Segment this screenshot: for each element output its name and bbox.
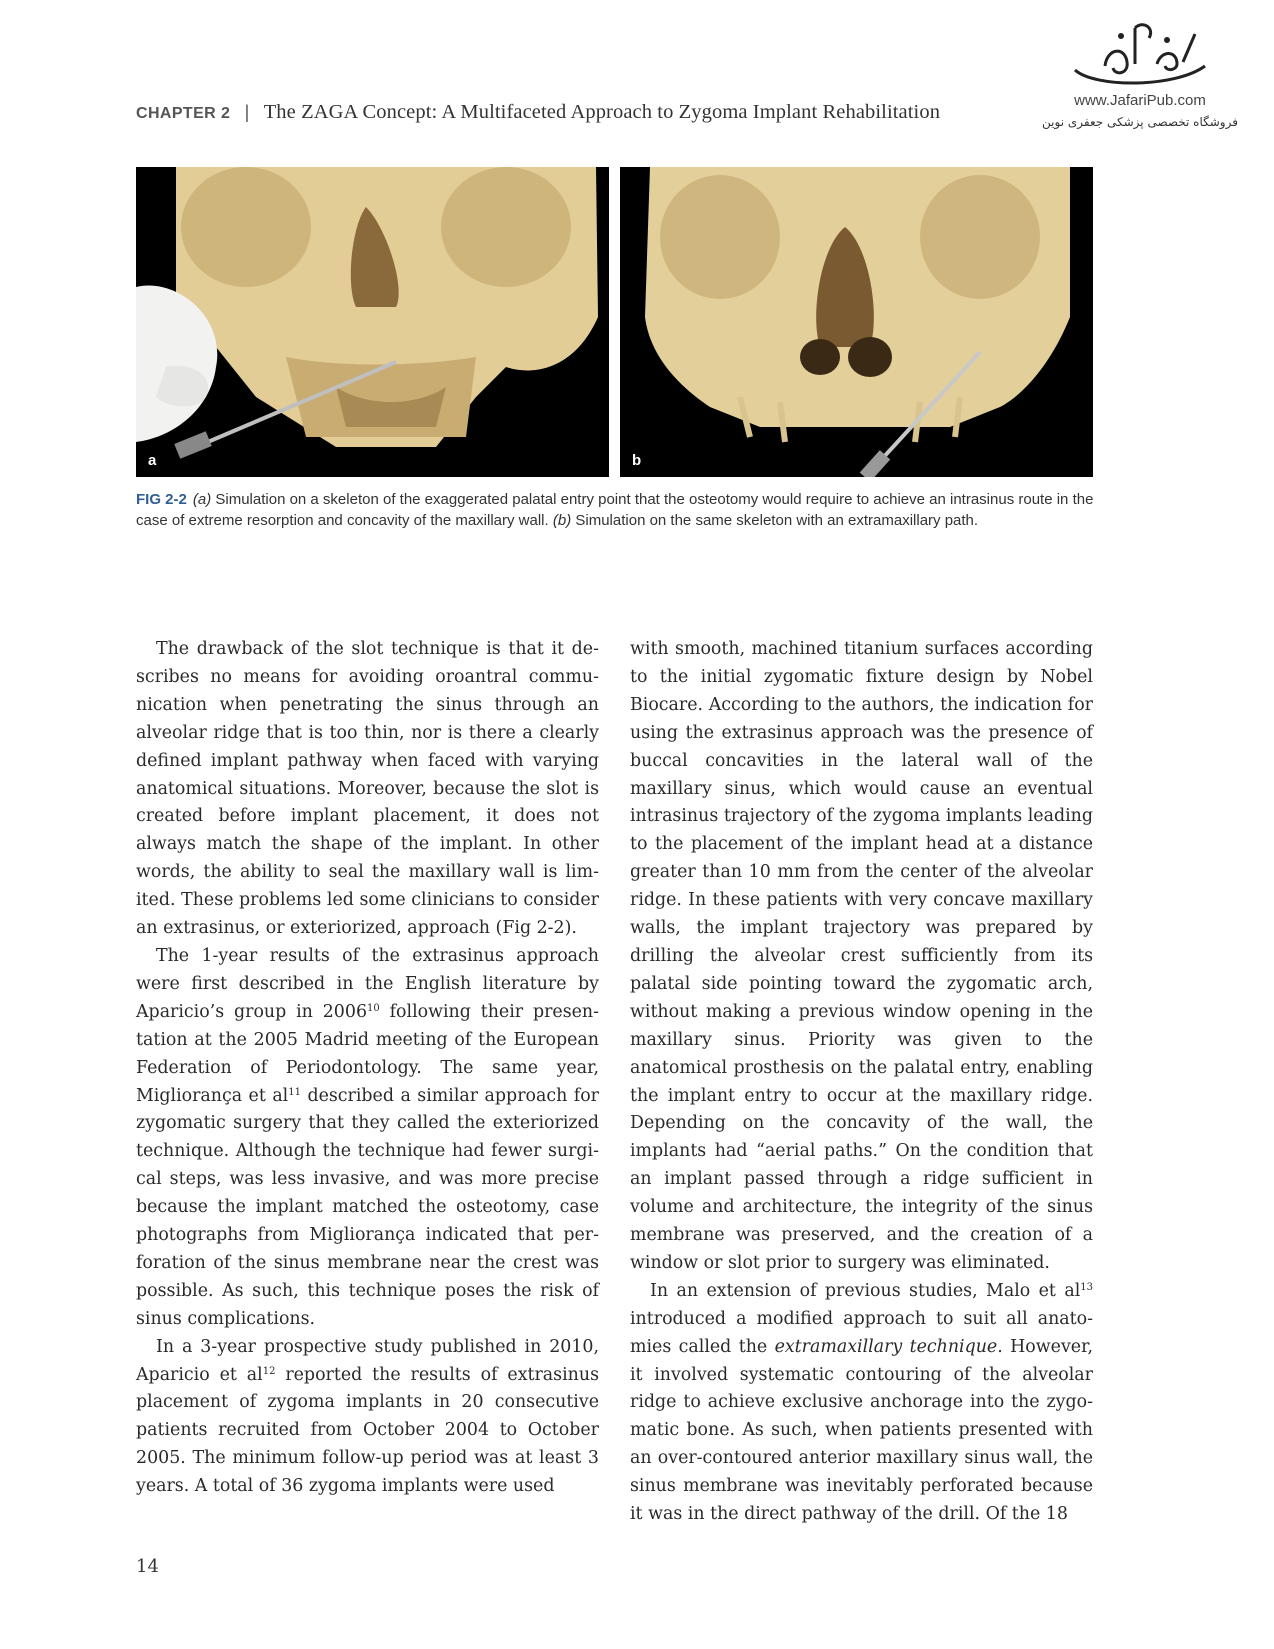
skull-photo-b-image	[620, 167, 1093, 477]
emphasis-term: extramaxillary technique	[774, 1336, 998, 1357]
chapter-title: The ZAGA Concept: A Multifaceted Approach to Zygoma Implant Rehabilitation	[263, 101, 941, 123]
text-run: introduced a modified approach to suit all anatomies called the	[630, 1308, 1093, 1357]
right-paragraph-1: with smooth, machined titanium surfaces according to the initial zygomatic fixture design by Nobel Biocare. According to the authors, the indication for using the extrasinus approach was the presence of buccal concavities in the lateral wall of the maxillary sinus, which would cause an eventual intrasinus trajectory of the zygoma implants leading to the placement of the implant head at a distance greater than 10 mm from the center of the alveolar ridge. In these patients with very concave maxillary walls, the implant trajectory was prepared by drilling the alveolar crest sufficiently from its palatal side pointing toward the zygomatic arch, without making a previous window opening in the maxillary sinus. Priority was given to the anatomical prosthesis on the palatal entry, enabling the implant entry to occur at the maxillary ridge. Depending on the concavity of the wall, the implants had “aerial paths.” On the condition that an implant passed through a ridge sufficient in volume and architecture, the integrity of the sinus membrane was preserved, and the creation of a window or slot prior to surgery was eliminated.	[630, 639, 1093, 1273]
text-run: reported the results of extrasinus placement of zygoma implants in 20 consecutive patients recruited from October 2004 to October 2005. The minimum follow-up period was at least 3 years. A total of 36 zygoma implants were used	[136, 1364, 599, 1497]
panel-a-letter: a	[148, 452, 157, 469]
text-run: following their presentation at the 2005 Madrid meeting of the European Federation of Periodontology. The same year, Migliorança et al	[136, 1001, 600, 1106]
right-paragraph-2	[630, 1278, 1093, 1529]
skull-photo-a-image	[136, 167, 609, 477]
caption-marker-a: (a)	[192, 491, 212, 508]
right-column	[630, 636, 1093, 1529]
text-run: In a 3-year prospective study published in 2010, Aparicio et al	[136, 1336, 599, 1385]
figure-caption	[136, 489, 1094, 531]
reference-10: 10	[367, 1002, 380, 1014]
text-run: In an extension of previous studies, Malo et al	[650, 1280, 1081, 1301]
publisher-url: www.JafariPub.com	[1074, 92, 1206, 109]
figure-label: FIG 2-2	[136, 491, 187, 508]
left-paragraph-3	[136, 1334, 599, 1501]
running-header	[136, 100, 940, 124]
chapter-label: CHAPTER 2	[136, 105, 231, 122]
figure-panel-b	[620, 167, 1093, 477]
text-run: . However, it involved systematic contouring of the alveolar ridge to achieve exclusive anchorage into the zygomatic bone. As such, when patients presented with an over-contoured anterior maxillary sinus wall, the sinus membrane was inevitably perforated because it was in the direct pathway of the drill. Of the 18	[630, 1336, 1093, 1525]
page-number: 14	[136, 1556, 159, 1577]
jafari-logo-icon	[1065, 18, 1215, 90]
left-paragraph-2	[136, 943, 599, 1334]
publisher-tagline: فروشگاه تخصصی پزشکی جعفری نوین	[1042, 115, 1238, 129]
reference-13: 13	[1080, 1281, 1093, 1293]
caption-text-a: Simulation on a skeleton of the exaggerated palatal entry point that the osteotomy would require to achieve an intrasinus route in the case of extreme resorption and concavity of the maxillary wall.	[136, 491, 1094, 529]
caption-marker-b: (b)	[552, 512, 572, 529]
header-separator: |	[244, 102, 250, 122]
left-paragraph-1: The drawback of the slot technique is that it describes no means for avoiding oroantral communication when penetrating the sinus through an alveolar ridge that is too thin, nor is there a clearly defined implant pathway when faced with varying anatomical situations. Moreover, because the slot is created before implant placement, it does not always match the shape of the implant. In other words, the ability to seal the maxillary wall is limited. These problems led some clinicians to consider an extrasinus, or exteriorized, approach (Fig 2-2).	[136, 639, 599, 939]
reference-11: 11	[288, 1086, 301, 1098]
text-run: described a similar approach for zygomatic surgery that they called the exteriorized technique. Although the technique had fewer surgical steps, was less invasive, and was more precise because the implant matched the osteotomy, case photographs from Migliorança indicated that perforation of the sinus membrane near the crest was possible. As such, this technique poses the risk of sinus complications.	[136, 1085, 599, 1329]
panel-b-letter: b	[632, 452, 642, 469]
text-run: The 1-year results of the extrasinus approach were first described in the English literature by Aparicio’s group in 2006	[136, 945, 599, 1022]
left-column	[136, 636, 599, 1501]
caption-text-b: Simulation on the same skeleton with an extramaxillary path.	[571, 512, 979, 529]
publisher-logo	[1040, 18, 1240, 148]
figure-panel-a	[136, 167, 609, 477]
reference-12: 12	[262, 1365, 276, 1377]
